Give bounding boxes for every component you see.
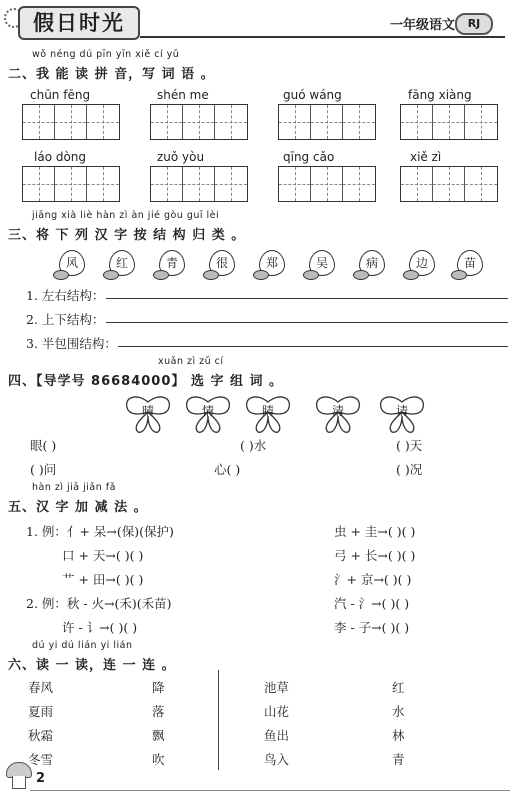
answer-line[interactable]: [106, 284, 508, 299]
section4-pinyin: xuǎn zì zǔ cí: [158, 356, 224, 367]
equation: 2. 例：秋 - 火→(禾)(禾苗): [26, 596, 172, 611]
match-word[interactable]: 冬雪: [28, 752, 54, 767]
match-word[interactable]: 吹: [152, 752, 165, 767]
answer-line[interactable]: [118, 332, 508, 347]
butterfly-char: 请: [376, 394, 428, 434]
butterfly-char: 情: [182, 394, 234, 434]
equation[interactable]: 氵+ 京→( )( ): [334, 572, 412, 587]
peach-char: 青: [157, 250, 185, 280]
match-word[interactable]: 飘: [152, 728, 165, 743]
peach-char-row: [0, 250, 513, 284]
match-word[interactable]: 鸟入: [264, 752, 290, 767]
word-blank[interactable]: ( )况: [396, 462, 423, 477]
pinyin-group: láo dòng: [34, 150, 87, 164]
peach-char: 边: [407, 250, 435, 280]
answer-line[interactable]: [106, 308, 508, 323]
match-word[interactable]: 落: [152, 704, 165, 719]
peach-char: 郑: [257, 250, 285, 280]
edition-badge: RJ: [455, 13, 493, 35]
peach-char: 吴: [307, 250, 335, 280]
mushroom-stem-icon: [12, 776, 26, 789]
peach-char: 很: [207, 250, 235, 280]
butterfly-char: 睛: [242, 394, 294, 434]
section6-pinyin: dú yi dú lián yi lián: [32, 640, 133, 651]
peach-char: 病: [357, 250, 385, 280]
pinyin-group: xiě zì: [410, 150, 442, 164]
writing-grid[interactable]: [150, 104, 248, 140]
writing-grid[interactable]: [22, 104, 120, 140]
equation: 1. 例：亻+ 呆→(保)(保护): [26, 524, 174, 539]
section2-pinyin: wǒ néng dú pīn yīn xiě cí yǔ: [32, 49, 180, 60]
word-blank[interactable]: 眼( ): [30, 438, 57, 453]
writing-grid[interactable]: [150, 166, 248, 202]
match-word[interactable]: 红: [392, 680, 405, 695]
writing-grid[interactable]: [22, 166, 120, 202]
word-blank[interactable]: ( )水: [240, 438, 267, 453]
equation[interactable]: 艹 + 田→( )( ): [62, 572, 144, 587]
match-word[interactable]: 降: [152, 680, 165, 695]
match-word[interactable]: 池草: [264, 680, 290, 695]
equation[interactable]: 汽 - 氵→( )( ): [334, 596, 410, 611]
match-word[interactable]: 山花: [264, 704, 290, 719]
classify-label-half-enclosed: 3. 半包围结构：: [26, 336, 117, 351]
book-title-badge: 假日时光: [18, 6, 140, 40]
match-word[interactable]: 青: [392, 752, 405, 767]
match-word[interactable]: 鱼出: [264, 728, 290, 743]
section5-pinyin: hàn zì jiā jiǎn fǎ: [32, 482, 116, 493]
footer-rule: [30, 790, 510, 791]
pinyin-group: qīng cǎo: [283, 150, 335, 164]
equation[interactable]: 李 - 子→( )( ): [334, 620, 410, 635]
pinyin-group: guó wáng: [283, 88, 342, 102]
page-number: 2: [36, 771, 46, 786]
pinyin-group: fāng xiàng: [408, 88, 472, 102]
equation[interactable]: 许 - 讠→( )( ): [62, 620, 138, 635]
section5-title: 五、汉 字 加 减 法 。: [8, 500, 148, 515]
peach-char: 苗: [455, 250, 483, 280]
word-blank[interactable]: 心( ): [214, 462, 241, 477]
writing-grid[interactable]: [278, 104, 376, 140]
match-word[interactable]: 林: [392, 728, 405, 743]
header-rule: [140, 36, 505, 38]
section6-title: 六、读 一 读，连 一 连 。: [8, 658, 176, 673]
section3-pinyin: jiāng xià liè hàn zì àn jié gòu guī lèi: [32, 210, 220, 221]
equation[interactable]: 虫 + 圭→( )( ): [334, 524, 416, 539]
match-word[interactable]: 水: [392, 704, 405, 719]
subject-label: 一年级语文: [389, 18, 455, 33]
word-blank[interactable]: ( )天: [396, 438, 423, 453]
butterfly-char: 晴: [122, 394, 174, 434]
peach-char: 风: [57, 250, 85, 280]
match-word[interactable]: 春风: [28, 680, 54, 695]
pinyin-group: chūn fēng: [30, 88, 91, 102]
butterfly-char: 清: [312, 394, 364, 434]
writing-grid[interactable]: [278, 166, 376, 202]
classify-label-left-right: 1. 左右结构：: [26, 288, 105, 303]
writing-grid[interactable]: [400, 104, 498, 140]
match-word[interactable]: 夏雨: [28, 704, 54, 719]
writing-grid[interactable]: [400, 166, 498, 202]
word-blank[interactable]: ( )问: [30, 462, 57, 477]
section4-title: 四、【导学号 86684000】 选 字 组 词 。: [8, 374, 284, 389]
peach-char: 红: [107, 250, 135, 280]
match-word[interactable]: 秋霜: [28, 728, 54, 743]
section2-title: 二、我 能 读 拼 音，写 词 语 。: [8, 67, 215, 82]
pinyin-group: zuǒ yòu: [157, 150, 205, 164]
equation[interactable]: 口 + 天→( )( ): [62, 548, 144, 563]
classify-label-top-bottom: 2. 上下结构：: [26, 312, 105, 327]
section3-title: 三、将 下 列 汉 字 按 结 构 归 类 。: [8, 228, 246, 243]
butterfly-row: [0, 394, 513, 434]
column-divider: [218, 670, 219, 770]
equation[interactable]: 弓 + 长→( )( ): [334, 548, 416, 563]
pinyin-group: shén me: [157, 88, 209, 102]
